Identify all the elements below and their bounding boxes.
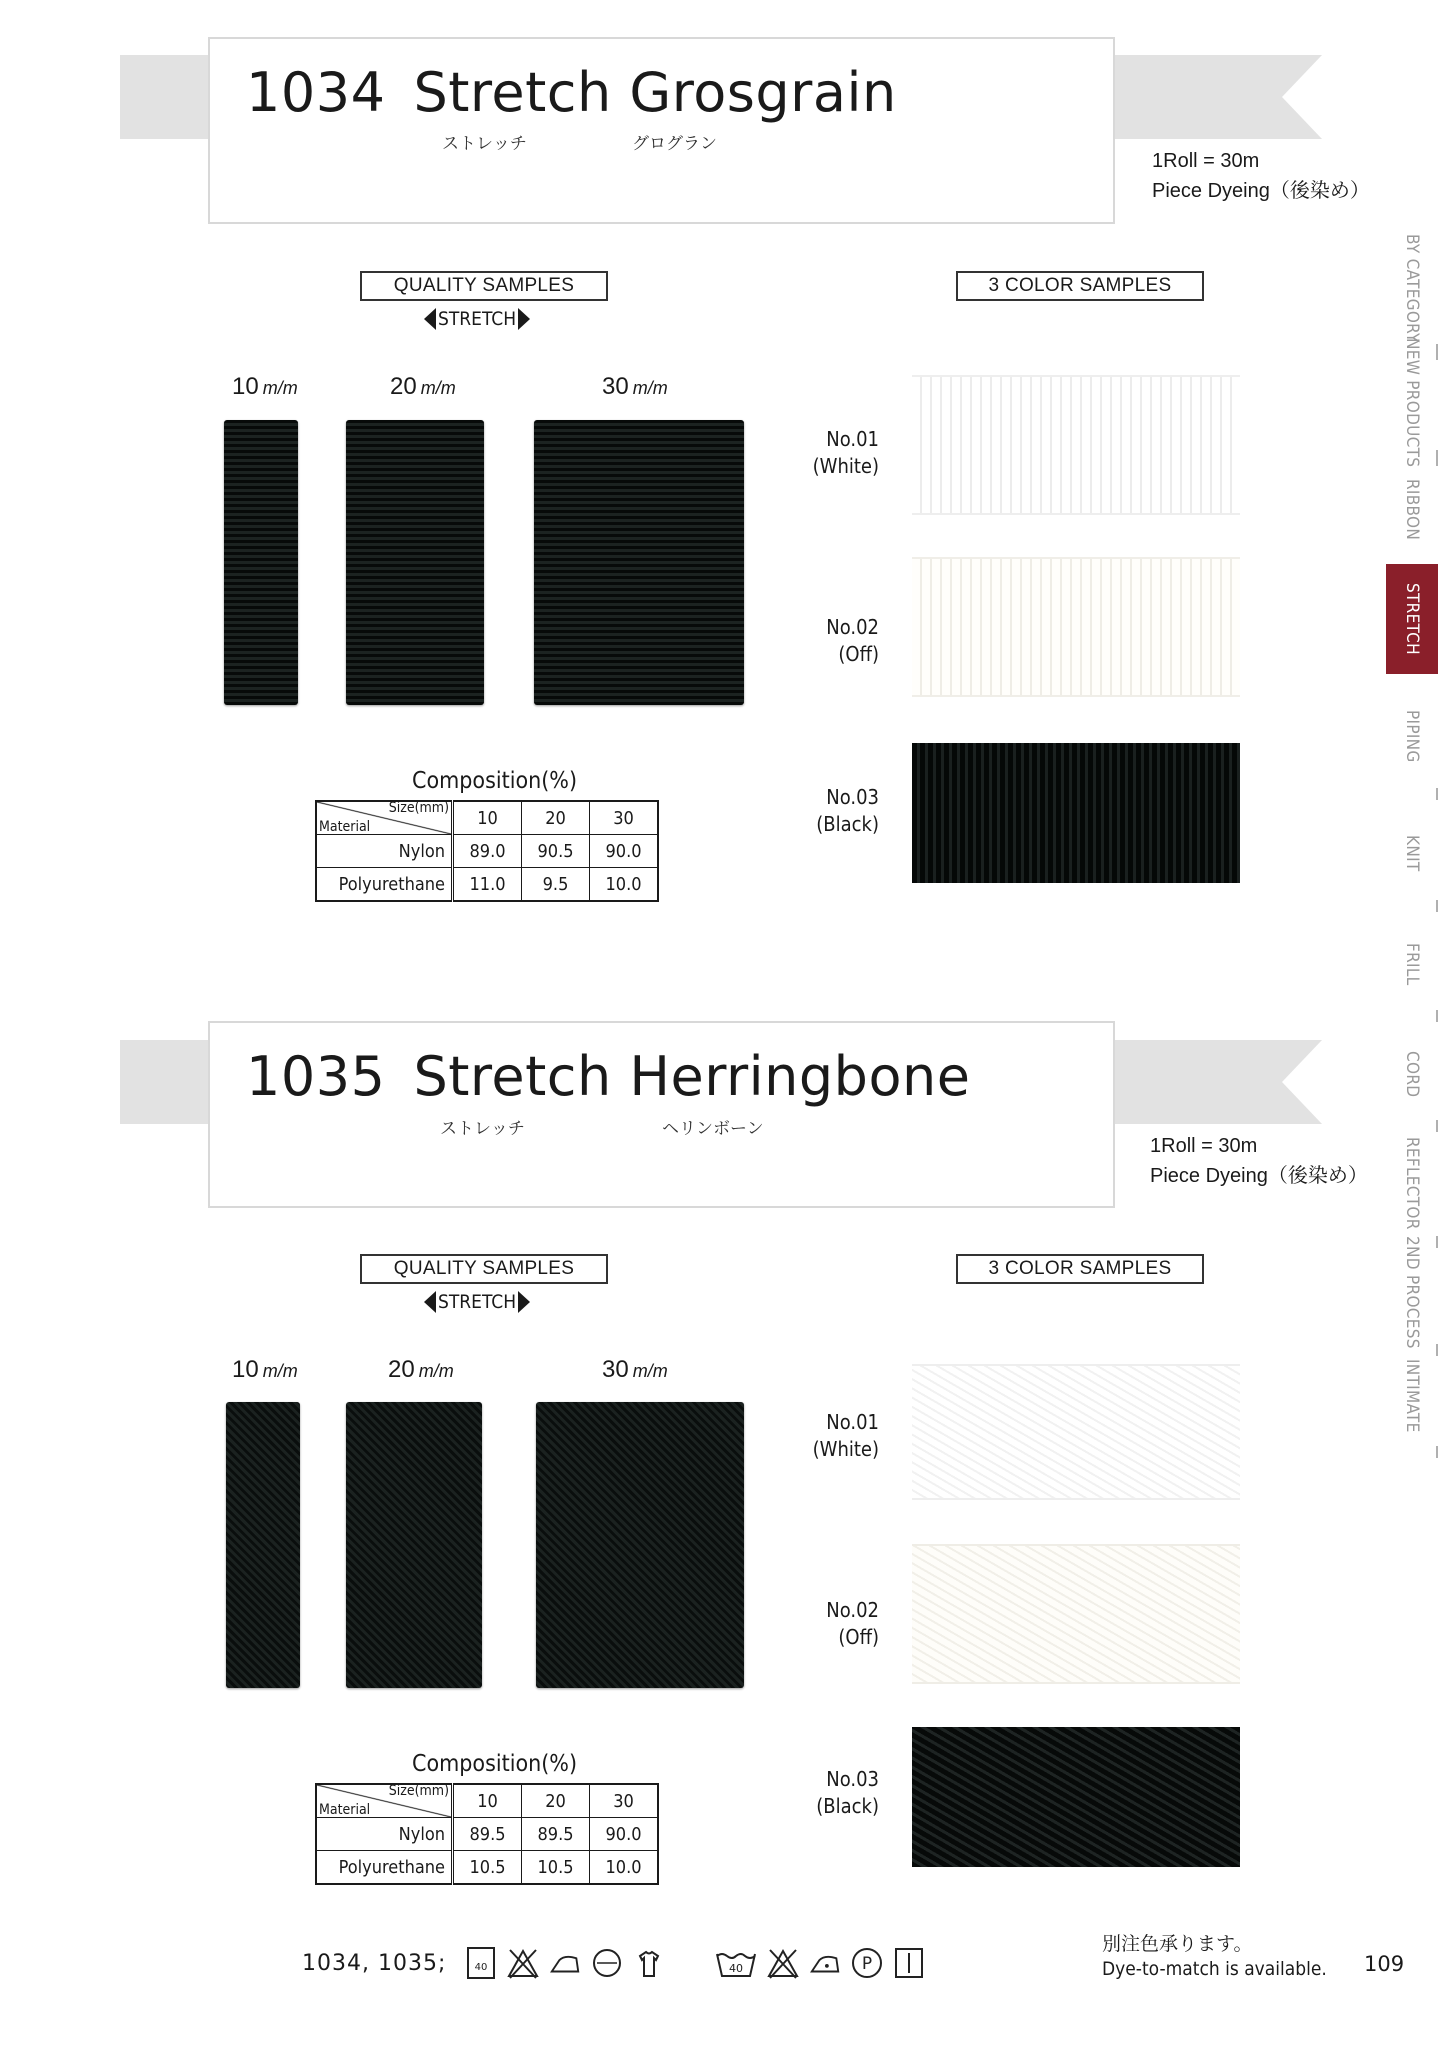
dye-to-match-note-en: Dye-to-match is available.	[1102, 1958, 1327, 1980]
table-cell: 10.5	[453, 1851, 522, 1885]
table-cell: 89.5	[522, 1818, 590, 1851]
size-label-10: 10 m/m	[232, 1356, 298, 1383]
color-swatch-white	[912, 1364, 1240, 1500]
svg-text:P: P	[862, 1954, 873, 1974]
product-code: 1034	[246, 61, 386, 124]
table-cell: 10.0	[590, 868, 659, 902]
column-header: 10	[453, 1784, 522, 1818]
size-header: Size(mm)	[388, 800, 449, 816]
svg-text:40: 40	[729, 1962, 744, 1975]
roll-info	[1150, 1131, 1368, 1191]
line-dry-icon	[892, 1946, 926, 1980]
side-nav-ribbon[interactable]: RIBBON	[1402, 479, 1422, 541]
product-kana-1: ストレッチ	[442, 134, 527, 154]
title-box	[208, 1021, 1115, 1208]
roll-length: 1Roll = 30m	[1152, 150, 1260, 172]
side-nav-piping[interactable]: PIPING	[1402, 709, 1422, 763]
table-cell: 89.0	[453, 835, 522, 868]
color-label-01: No.01 (White)	[812, 427, 879, 478]
column-header: 10	[453, 801, 522, 835]
table-cell: 11.0	[453, 868, 522, 902]
composition-table	[315, 1783, 659, 1885]
dry-clean-icon	[590, 1946, 624, 1980]
product-name: Stretch Herringbone	[413, 1045, 971, 1108]
table-cell: 9.5	[522, 868, 590, 902]
table-cell: 90.0	[590, 835, 659, 868]
side-nav-cord[interactable]: CORD	[1402, 1050, 1422, 1098]
care-product-codes: 1034, 1035;	[302, 1950, 447, 1976]
quality-swatch-20mm	[346, 420, 484, 705]
product-name: Stretch Grosgrain	[413, 61, 897, 124]
product-title	[246, 1045, 970, 1108]
table-cell: 10.0	[590, 1851, 659, 1885]
no-bleach-icon	[766, 1946, 800, 1980]
color-swatch-off	[912, 557, 1240, 697]
side-nav-stretch[interactable]: STRETCH	[1386, 564, 1438, 674]
table-row	[316, 835, 658, 868]
table-header-row	[316, 1784, 658, 1818]
table-row	[316, 1818, 658, 1851]
quality-swatch-20mm	[346, 1402, 482, 1688]
table-corner-cell	[316, 801, 453, 835]
composition-title: Composition(%)	[412, 1751, 578, 1777]
material-name: Polyurethane	[316, 868, 453, 902]
iron-low-icon	[548, 1946, 582, 1980]
quality-swatch-30mm	[534, 420, 744, 705]
product-kana-2: グログラン	[632, 134, 717, 154]
side-nav-divider	[1436, 788, 1438, 800]
side-nav-new-products[interactable]: NEW PRODUCTS	[1402, 338, 1422, 468]
title-box	[208, 37, 1115, 224]
table-header-row	[316, 801, 658, 835]
quality-swatch-10mm	[224, 420, 298, 705]
color-label-01: No.01 (White)	[812, 1410, 879, 1461]
stretch-indicator	[424, 308, 530, 330]
dye-to-match-note-ja: 別注色承ります。	[1102, 1933, 1253, 1955]
color-label-03: No.03 (Black)	[816, 785, 879, 836]
color-samples-label: 3 COLOR SAMPLES	[956, 1254, 1204, 1284]
dry-clean-p-icon	[850, 1946, 884, 1980]
roll-length: 1Roll = 30m	[1150, 1135, 1258, 1157]
title-banner-notch	[1282, 55, 1322, 139]
iron-icon	[808, 1946, 842, 1980]
wash-40-icon	[714, 1946, 758, 1980]
side-nav-divider	[1436, 450, 1438, 466]
table-row	[316, 1851, 658, 1885]
arrow-left-icon	[424, 308, 436, 330]
side-nav-divider	[1436, 900, 1438, 912]
quality-swatch-30mm	[536, 1402, 744, 1688]
composition-table	[315, 800, 659, 902]
column-header: 20	[522, 1784, 590, 1818]
color-swatch-white	[912, 375, 1240, 515]
size-label-30: 30 m/m	[602, 1356, 668, 1383]
arrow-left-icon	[424, 1291, 436, 1313]
svg-text:40: 40	[475, 1962, 488, 1973]
color-label-03: No.03 (Black)	[816, 1767, 879, 1818]
material-header: Material	[319, 1802, 371, 1818]
side-nav-by-category[interactable]: BY CATEGORY	[1402, 233, 1422, 343]
product-kana-2: ヘリンボーン	[662, 1119, 764, 1139]
arrow-right-icon	[518, 1291, 530, 1313]
stretch-label: STRETCH	[438, 1291, 517, 1313]
color-label-02: No.02 (Off)	[826, 615, 879, 666]
roll-info	[1152, 146, 1370, 206]
table-cell: 89.5	[453, 1818, 522, 1851]
title-banner-notch	[1282, 1040, 1322, 1124]
side-nav-frill[interactable]: FRILL	[1402, 942, 1422, 986]
color-samples-label: 3 COLOR SAMPLES	[956, 271, 1204, 301]
product-code: 1035	[246, 1045, 386, 1108]
table-cell: 90.5	[522, 835, 590, 868]
material-name: Nylon	[316, 1818, 453, 1851]
table-row	[316, 868, 658, 902]
quality-samples-label: QUALITY SAMPLES	[360, 271, 608, 301]
side-nav-reflector[interactable]: REFLECTOR	[1402, 1136, 1422, 1230]
material-name: Polyurethane	[316, 1851, 453, 1885]
no-bleach-icon	[506, 1946, 540, 1980]
hang-dry-icon	[632, 1946, 666, 1980]
side-nav-knit[interactable]: KNIT	[1402, 834, 1422, 872]
arrow-right-icon	[518, 308, 530, 330]
stretch-indicator	[424, 1291, 530, 1313]
side-nav-2nd-process[interactable]: 2ND PROCESS	[1402, 1235, 1422, 1349]
color-swatch-off	[912, 1544, 1240, 1684]
size-label-20: 20 m/m	[388, 1356, 454, 1383]
dyeing-method: Piece Dyeing（後染め）	[1152, 180, 1370, 202]
column-header: 30	[590, 1784, 659, 1818]
care-instructions	[302, 1946, 934, 1980]
table-cell: 10.5	[522, 1851, 590, 1885]
column-header: 20	[522, 801, 590, 835]
dyeing-method: Piece Dyeing（後染め）	[1150, 1165, 1368, 1187]
quality-samples-label: QUALITY SAMPLES	[360, 1254, 608, 1284]
size-header: Size(mm)	[388, 1783, 449, 1799]
size-label-20: 20 m/m	[390, 373, 456, 400]
side-nav-divider	[1436, 1446, 1438, 1458]
material-header: Material	[319, 819, 371, 835]
product-kana-1: ストレッチ	[440, 1119, 525, 1139]
quality-swatch-10mm	[226, 1402, 300, 1688]
size-label-10: 10 m/m	[232, 373, 298, 400]
side-nav-divider	[1436, 1010, 1438, 1022]
composition-title: Composition(%)	[412, 768, 578, 794]
product-title	[246, 61, 897, 124]
material-name: Nylon	[316, 835, 453, 868]
table-corner-cell	[316, 1784, 453, 1818]
hand-wash-40-icon	[464, 1946, 498, 1980]
column-header: 30	[590, 801, 659, 835]
color-swatch-black	[912, 1727, 1240, 1867]
color-label-02: No.02 (Off)	[826, 1598, 879, 1649]
table-cell: 90.0	[590, 1818, 659, 1851]
page-number: 109	[1364, 1952, 1405, 1976]
color-swatch-black	[912, 743, 1240, 883]
stretch-label: STRETCH	[438, 308, 517, 330]
size-label-30: 30 m/m	[602, 373, 668, 400]
side-nav-intimate[interactable]: INTIMATE	[1402, 1359, 1422, 1433]
